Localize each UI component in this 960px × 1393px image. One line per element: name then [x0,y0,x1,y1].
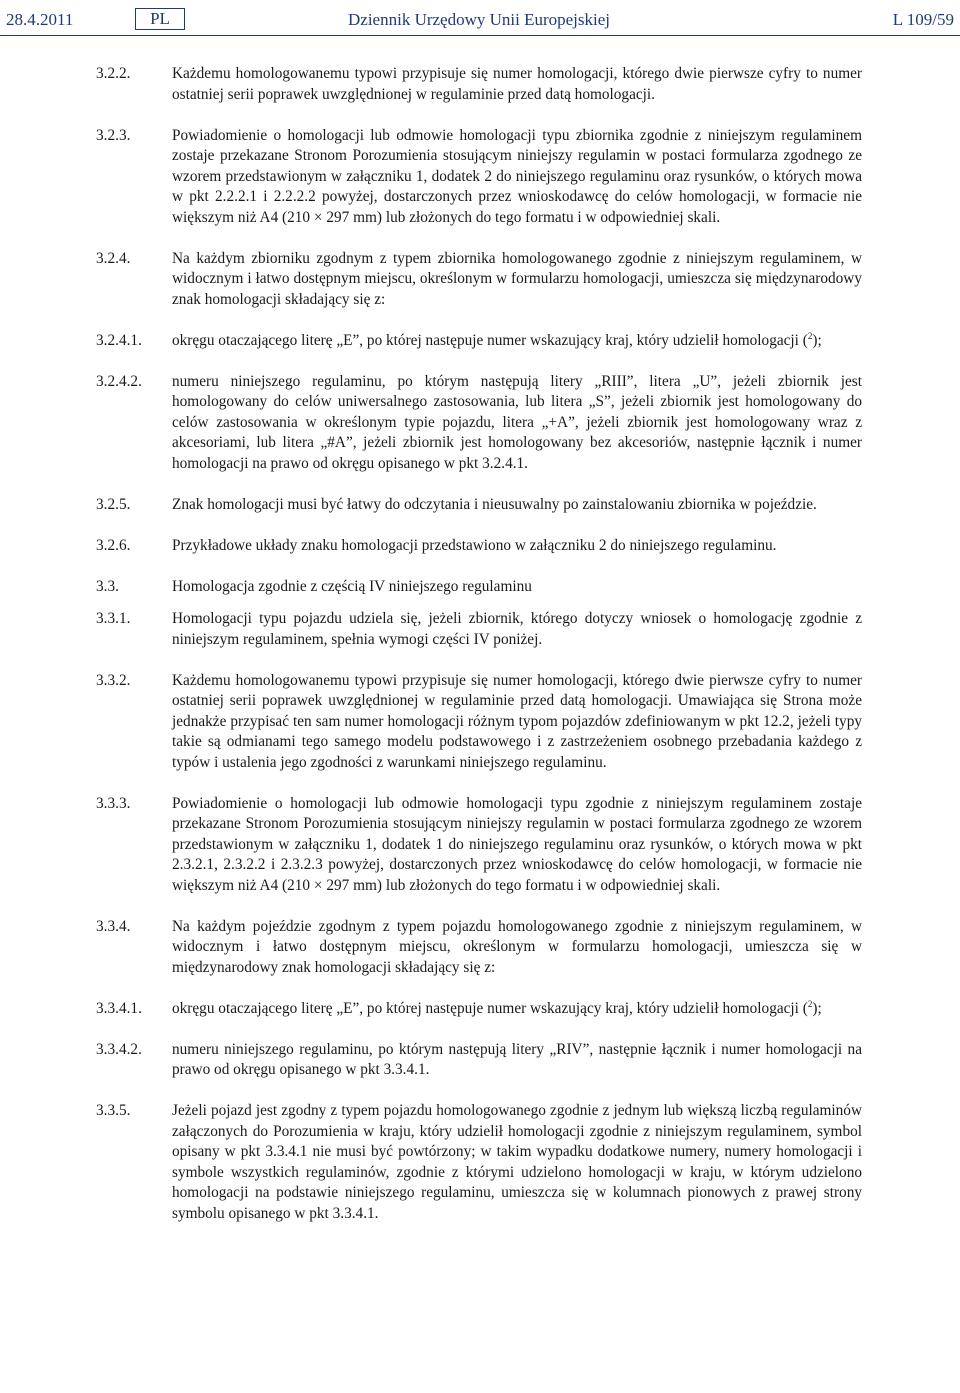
section-heading-3-3 [0,577,960,598]
paragraph-number: 3.2.4.2. [96,372,142,390]
paragraph-3-3-4-1 [0,999,960,1020]
paragraph-text-end: ); [812,331,822,349]
section-title: Homologacja zgodnie z częścią IV niniejszego regulaminu [172,577,532,595]
paragraph-3-3-2 [0,671,960,774]
paragraph-text: Przykładowe układy znaku homologacji przedstawiono w załączniku 2 do niniejszego regulaminu. [172,536,777,554]
paragraph-number: 3.3.5. [96,1102,131,1119]
paragraph-number: 3.2.4. [96,249,131,267]
section-number: 3.3. [96,577,119,595]
paragraph-3-2-4-1 [0,331,960,352]
paragraph-3-2-4 [0,249,960,311]
paragraph-3-2-3 [0,126,960,229]
language-badge: PL [135,8,185,30]
page-header [0,8,960,36]
paragraph-number: 3.3.4.1. [96,999,142,1017]
journal-title: Dziennik Urzędowy Unii Europejskiej [348,10,611,29]
paragraph-3-2-5 [0,495,960,516]
publication-date: 28.4.2011 [6,10,74,29]
paragraph-text: Każdemu homologowanemu typowi przypisuje się numer homologacji, którego dwie pierwsze cyfry to numer ostatniej serii poprawek uwzględnionej w regulaminie przed datą homologacji. [172,65,862,103]
paragraph-3-3-4 [0,917,960,979]
paragraph-number: 3.3.1. [96,610,131,627]
paragraph-text: Powiadomienie o homologacji lub odmowie homologacji typu zgodnie z niniejszym regulaminem zostaje przekazane Stronom Porozumienia stosującym niniejszy regulamin w postaci formularza zgodnego ze wzorem przedstawionym w załączniku 1, dodatek 1 do niniejszego regulaminu oraz rysunków, o których mowa w pkt 2.3.2.1, 2.3.2.2 i 2.3.2.3 powyżej, dostarczonych przez wnioskodawcę do celów homologacji, w formacie nie większym niż A4 (210 × 297 mm) lub złożonych do tego formatu i w odpowiedniej skali. [172,794,862,894]
paragraph-text: Na każdym pojeździe zgodnym z typem pojazdu homologowanego zgodnie z niniejszym regulaminem, w widocznym i łatwo dostępnym miejscu, określonym w formularzu homologacji, umieszcza się w międzynarodowy znak homologacji składający się z: [172,917,862,976]
paragraph-text: numeru niniejszego regulaminu, po którym następują litery „RIV”, następnie łącznik i numer homologacji na prawo od okręgu opisanego w pkt 3.3.4.1. [172,1040,862,1078]
paragraph-text [172,999,862,1020]
paragraph-number: 3.2.5. [96,495,131,513]
paragraph-number: 3.2.2. [96,65,131,82]
footnote-ref[interactable]: 2 [807,998,813,1009]
paragraph-text: Homologacji typu pojazdu udziela się, jeżeli zbiornik, którego dotyczy wniosek o homologację zgodnie z niniejszym regulaminem, spełnia wymogi części IV poniżej. [172,610,862,648]
paragraph-3-2-2 [0,64,960,105]
paragraph-text: numeru niniejszego regulaminu, po którym następują litery „RIII”, litera „U”, jeżeli zbiornik jest homologowany do celów uniwersalnego zastosowania, lub litera „S”, jeżeli zbiornik jest homologowany do celów zastosowania w określonym typie pojazdu, litera „+A”, jeżeli zbiornik jest homologowany wraz z akcesoriami, lub litera „#A”, jeżeli zbiornik jest homologowany bez akcesoriów, następnie łącznik i numer homologacji na prawo od okręgu opisanego w pkt 3.2.4.1. [172,372,862,472]
paragraph-number: 3.3.2. [96,671,131,689]
paragraph-text: Powiadomienie o homologacji lub odmowie homologacji typu zbiornika zgodnie z niniejszym regulaminem zostaje przekazane Stronom Porozumienia stosującym niniejszy regulamin w postaci formularza zgodnego ze wzorem przedstawionym w załączniku 1, dodatek 2 do niniejszego regulaminu oraz rysunków, o których mowa w pkt 2.2.2.1 i 2.2.2.2 powyżej, dostarczonych przez wnioskodawcę do celów homologacji, w formacie nie większym niż A4 (210 × 297 mm) lub złożonych do tego formatu i w odpowiedniej skali. [172,126,862,226]
paragraph-number: 3.3.4. [96,917,131,935]
paragraph-text: Znak homologacji musi być łatwy do odczytania i nieusuwalny po zainstalowaniu zbiornika w pojeździe. [172,495,817,513]
paragraph-text-end: ); [812,999,822,1017]
page-reference: L 109/59 [892,10,954,29]
paragraph-number: 3.3.3. [96,794,131,812]
paragraph-text-main: okręgu otaczającego literę „E”, po której następuje numer wskazujący kraj, który udzielił homologacji ( [172,999,808,1017]
paragraph-number: 3.2.6. [96,536,131,554]
footnote-ref[interactable]: 2 [807,330,813,341]
paragraph-text: Jeżeli pojazd jest zgodny z typem pojazdu homologowanego zgodnie z jednym lub większą liczbą regulaminów załączonych do Porozumienia w kraju, który udzielił homologacji zgodnie z niniejszym regulaminem, symbol opisany w pkt 3.3.4.1 nie musi być powtórzony; w takim wypadku dodatkowe numery, numery homologacji i symbole wszystkich regulaminów, zgodnie z którymi udzielono homologacji w kraju, w którym udzielono homologacji na podstawie niniejszego regulaminu, umieszcza się w kolumnach pionowych z prawej strony symbolu opisanego w pkt 3.3.4.1. [172,1102,862,1222]
paragraph-number: 3.2.3. [96,126,131,144]
paragraph-text-main: okręgu otaczającego literę „E”, po której następuje numer wskazujący kraj, który udzielił homologacji ( [172,331,808,349]
paragraph-3-2-6 [0,536,960,557]
paragraph-number: 3.3.4.2. [96,1040,142,1058]
header-divider [0,35,960,36]
paragraph-3-3-4-2 [0,1040,960,1081]
paragraph-text [172,331,862,352]
paragraph-3-2-4-2 [0,372,960,475]
paragraph-3-3-5 [0,1101,960,1224]
paragraph-text: Każdemu homologowanemu typowi przypisuje się numer homologacji, którego dwie pierwsze cyfry to numer ostatniej serii poprawek uwzględnionej w regulaminie przed datą homologacji. Umawiająca się Strona może jednakże przypisać ten sam numer homologacji różnym typom pojazdów zdefiniowanym w pkt 12.2, jeżeli typy takie są odmianami tego samego modelu podstawowego i z zastrzeżeniem osobnego przebadania każdego z typów i ustalenia jego zgodności z warunkami niniejszego regulaminu. [172,671,862,771]
paragraph-3-3-3 [0,794,960,897]
paragraph-text: Na każdym zbiorniku zgodnym z typem zbiornika homologowanego zgodnie z niniejszym regulaminem, w widocznym i łatwo dostępnym miejscu, określonym w formularzu homologacji, umieszcza się międzynarodowy znak homologacji składający się z: [172,249,862,308]
paragraph-3-3-1 [0,609,960,650]
paragraph-number: 3.2.4.1. [96,331,142,349]
document-body [0,64,960,1224]
